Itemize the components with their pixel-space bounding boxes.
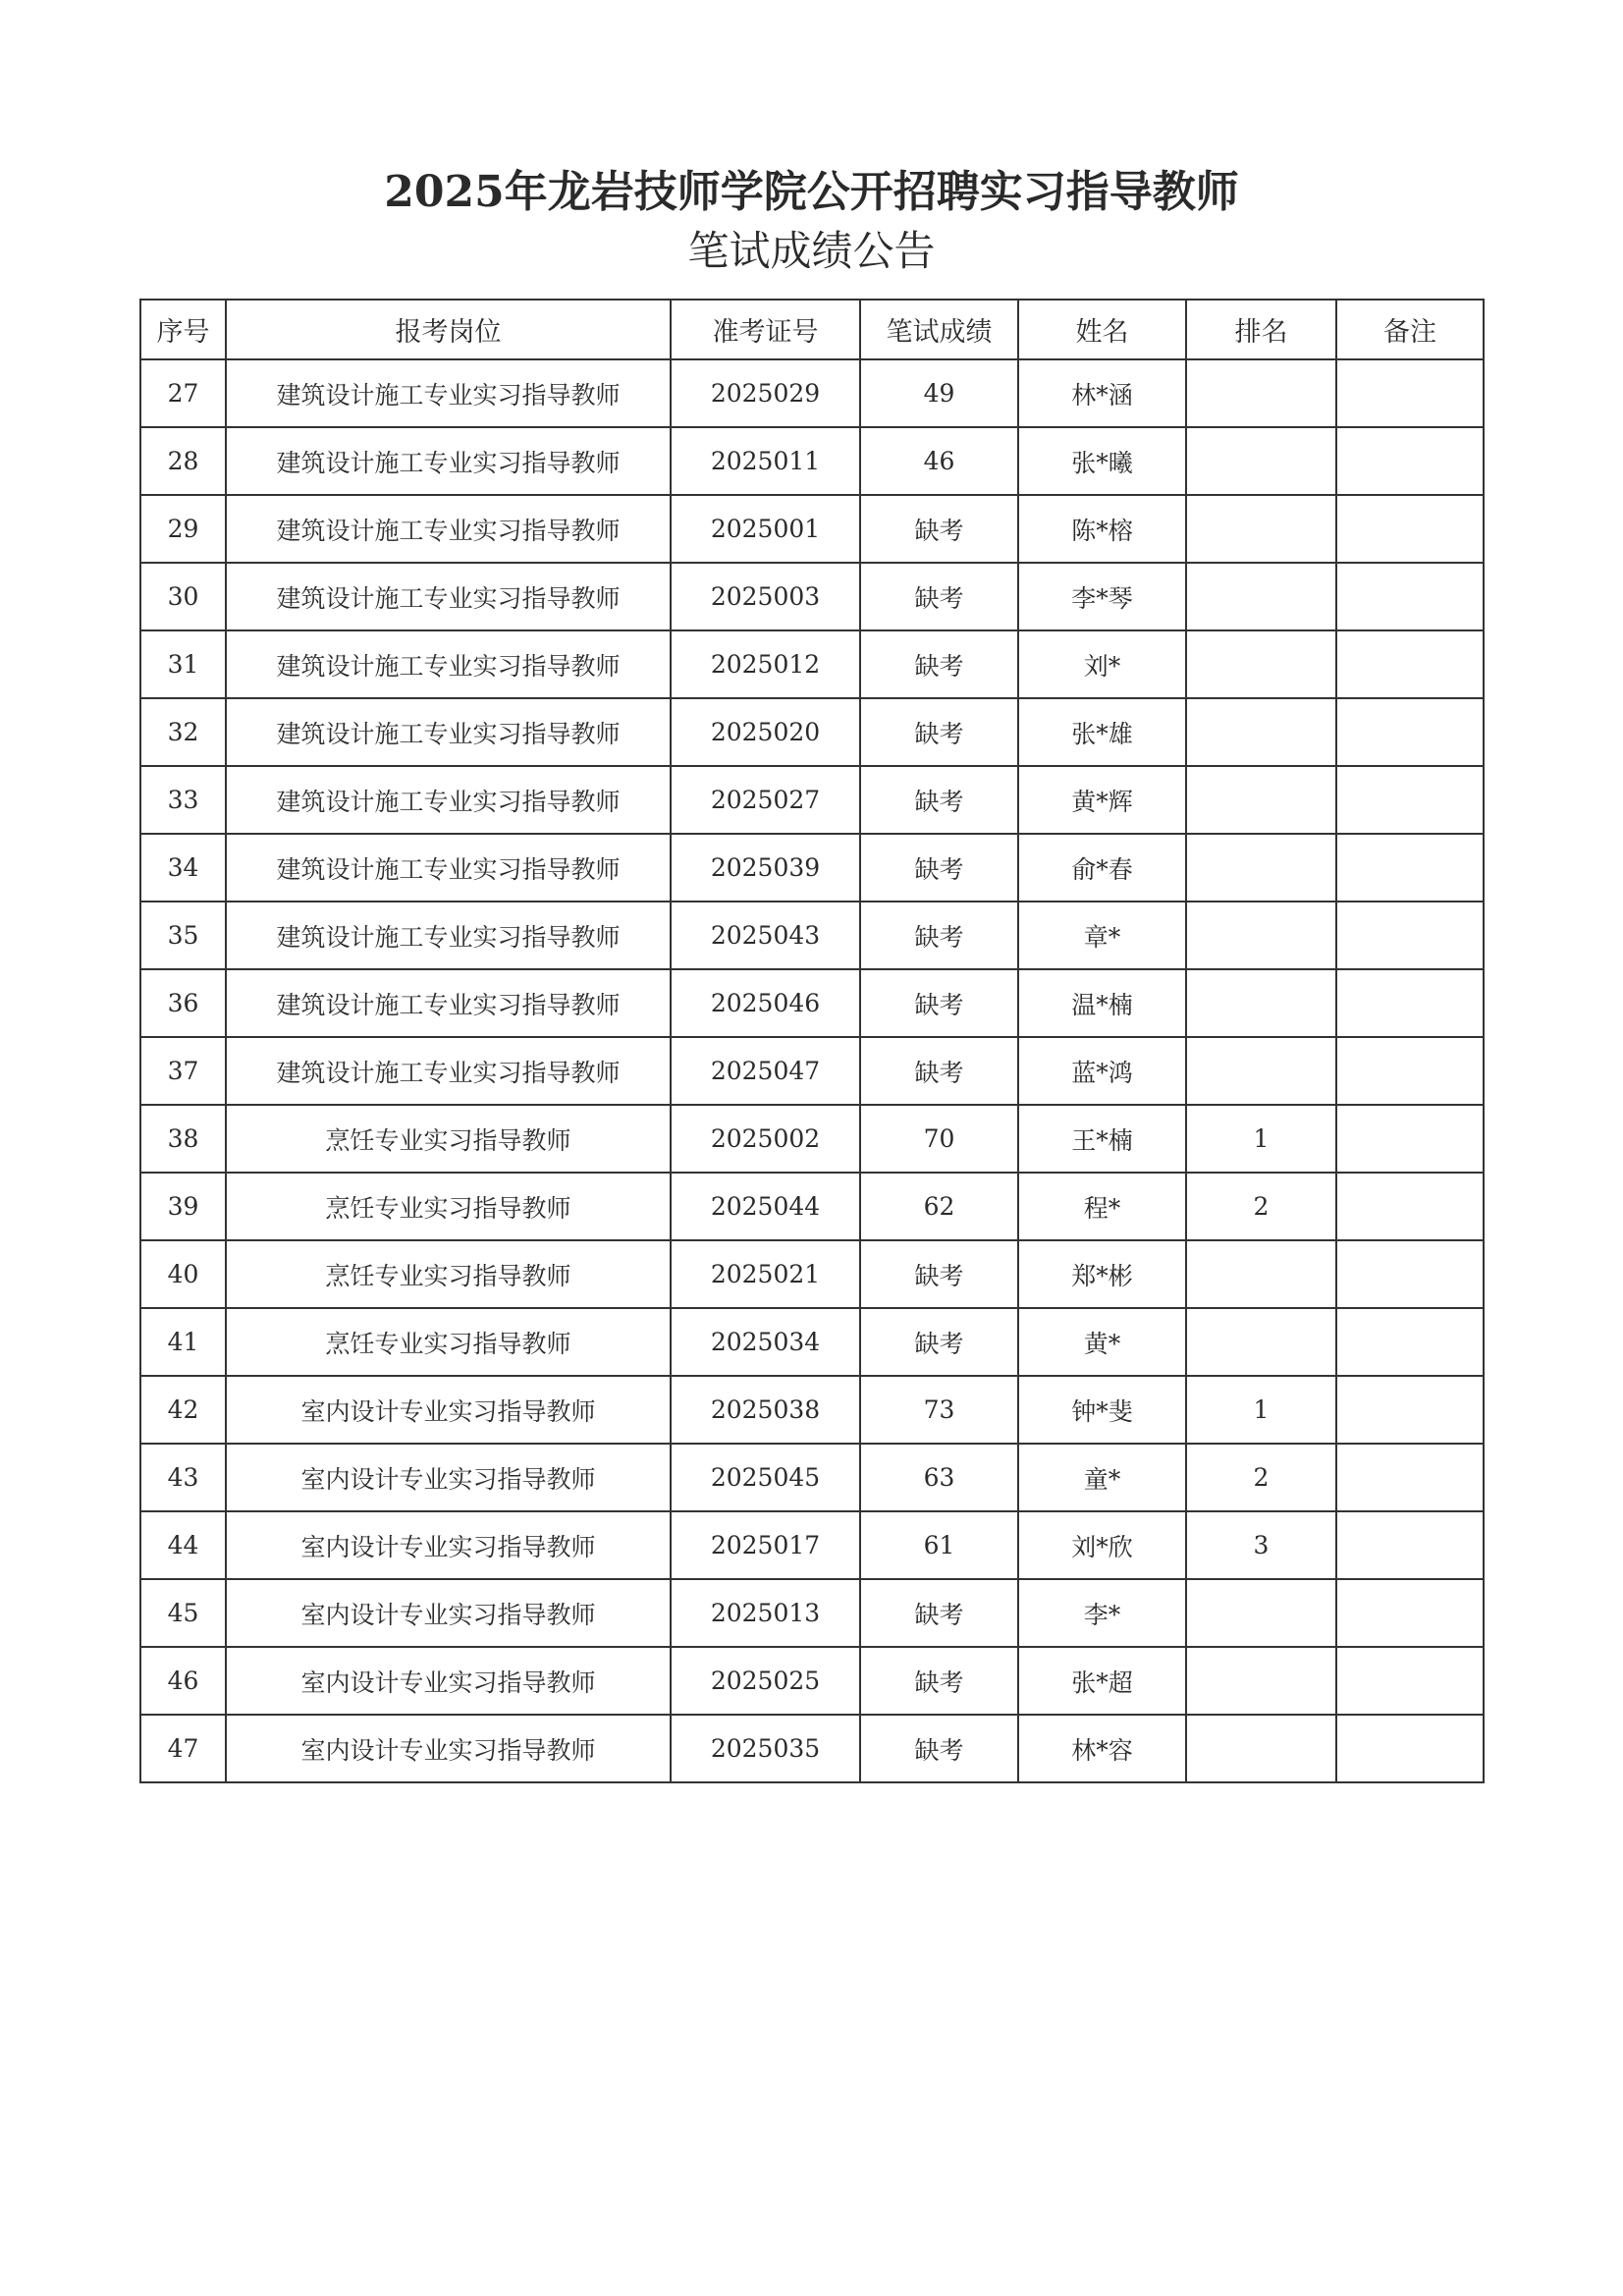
- table-row: [140, 1444, 1484, 1511]
- cell-seq: 38: [140, 1105, 226, 1173]
- cell-ticket: 2025045: [671, 1444, 860, 1511]
- cell-ticket: 2025027: [671, 766, 860, 834]
- cell-position: 室内设计专业实习指导教师: [226, 1715, 671, 1782]
- cell-rank: 2: [1186, 1444, 1336, 1511]
- cell-score: 缺考: [860, 834, 1018, 902]
- cell-seq: 31: [140, 630, 226, 698]
- cell-ticket: 2025029: [671, 359, 860, 427]
- cell-score: 61: [860, 1511, 1018, 1579]
- cell-rank: [1186, 834, 1336, 902]
- cell-rank: [1186, 1308, 1336, 1376]
- cell-ticket: 2025002: [671, 1105, 860, 1173]
- cell-seq: 27: [140, 359, 226, 427]
- table-row: [140, 902, 1484, 969]
- cell-rank: [1186, 1240, 1336, 1308]
- cell-ticket: 2025043: [671, 902, 860, 969]
- cell-seq: 42: [140, 1376, 226, 1444]
- cell-seq: 37: [140, 1037, 226, 1105]
- table-header-row: [140, 300, 1484, 359]
- cell-seq: 28: [140, 427, 226, 495]
- cell-rank: [1186, 698, 1336, 766]
- cell-score: 63: [860, 1444, 1018, 1511]
- cell-rank: [1186, 359, 1336, 427]
- cell-name: 陈*榕: [1018, 495, 1186, 563]
- cell-score: 49: [860, 359, 1018, 427]
- cell-score: 46: [860, 427, 1018, 495]
- table-row: [140, 427, 1484, 495]
- cell-position: 建筑设计施工专业实习指导教师: [226, 563, 671, 630]
- cell-ticket: 2025038: [671, 1376, 860, 1444]
- cell-position: 室内设计专业实习指导教师: [226, 1444, 671, 1511]
- cell-position: 建筑设计施工专业实习指导教师: [226, 427, 671, 495]
- cell-rank: [1186, 563, 1336, 630]
- cell-note: [1336, 427, 1484, 495]
- cell-rank: [1186, 969, 1336, 1037]
- cell-name: 李*琴: [1018, 563, 1186, 630]
- cell-rank: [1186, 1715, 1336, 1782]
- cell-position: 建筑设计施工专业实习指导教师: [226, 495, 671, 563]
- cell-name: 俞*春: [1018, 834, 1186, 902]
- cell-note: [1336, 969, 1484, 1037]
- cell-ticket: 2025003: [671, 563, 860, 630]
- cell-ticket: 2025013: [671, 1579, 860, 1647]
- cell-note: [1336, 1444, 1484, 1511]
- cell-position: 建筑设计施工专业实习指导教师: [226, 630, 671, 698]
- cell-name: 钟*斐: [1018, 1376, 1186, 1444]
- cell-score: 缺考: [860, 969, 1018, 1037]
- cell-note: [1336, 698, 1484, 766]
- table-row: [140, 1579, 1484, 1647]
- cell-position: 建筑设计施工专业实习指导教师: [226, 766, 671, 834]
- cell-score: 缺考: [860, 495, 1018, 563]
- table-row: [140, 969, 1484, 1037]
- cell-note: [1336, 1579, 1484, 1647]
- table-row: [140, 563, 1484, 630]
- table-row: [140, 766, 1484, 834]
- cell-name: 童*: [1018, 1444, 1186, 1511]
- header-position: 报考岗位: [226, 300, 671, 359]
- header-seq: 序号: [140, 300, 226, 359]
- cell-position: 烹饪专业实习指导教师: [226, 1308, 671, 1376]
- cell-name: 黄*辉: [1018, 766, 1186, 834]
- table-row: [140, 1715, 1484, 1782]
- cell-rank: [1186, 630, 1336, 698]
- cell-rank: [1186, 1037, 1336, 1105]
- cell-score: 73: [860, 1376, 1018, 1444]
- cell-ticket: 2025020: [671, 698, 860, 766]
- cell-position: 建筑设计施工专业实习指导教师: [226, 698, 671, 766]
- cell-ticket: 2025021: [671, 1240, 860, 1308]
- table-row: [140, 1308, 1484, 1376]
- header-note: 备注: [1336, 300, 1484, 359]
- cell-note: [1336, 1105, 1484, 1173]
- cell-score: 缺考: [860, 1579, 1018, 1647]
- cell-ticket: 2025044: [671, 1173, 860, 1240]
- cell-rank: 1: [1186, 1105, 1336, 1173]
- cell-ticket: 2025012: [671, 630, 860, 698]
- cell-seq: 45: [140, 1579, 226, 1647]
- cell-name: 刘*: [1018, 630, 1186, 698]
- cell-score: 缺考: [860, 698, 1018, 766]
- cell-name: 黄*: [1018, 1308, 1186, 1376]
- cell-rank: 2: [1186, 1173, 1336, 1240]
- cell-note: [1336, 834, 1484, 902]
- cell-ticket: 2025034: [671, 1308, 860, 1376]
- cell-name: 张*曦: [1018, 427, 1186, 495]
- cell-score: 缺考: [860, 902, 1018, 969]
- cell-position: 室内设计专业实习指导教师: [226, 1647, 671, 1715]
- table-row: [140, 1647, 1484, 1715]
- table-row: [140, 1511, 1484, 1579]
- cell-seq: 30: [140, 563, 226, 630]
- page-subtitle: 笔试成绩公告: [687, 227, 936, 275]
- cell-score: 缺考: [860, 766, 1018, 834]
- cell-score: 缺考: [860, 1240, 1018, 1308]
- cell-seq: 44: [140, 1511, 226, 1579]
- cell-seq: 39: [140, 1173, 226, 1240]
- cell-note: [1336, 563, 1484, 630]
- cell-note: [1336, 1511, 1484, 1579]
- header-name: 姓名: [1018, 300, 1186, 359]
- cell-note: [1336, 1376, 1484, 1444]
- cell-name: 张*雄: [1018, 698, 1186, 766]
- cell-position: 建筑设计施工专业实习指导教师: [226, 1037, 671, 1105]
- cell-position: 建筑设计施工专业实习指导教师: [226, 359, 671, 427]
- cell-seq: 41: [140, 1308, 226, 1376]
- cell-name: 章*: [1018, 902, 1186, 969]
- cell-seq: 35: [140, 902, 226, 969]
- cell-note: [1336, 1308, 1484, 1376]
- cell-note: [1336, 902, 1484, 969]
- cell-position: 建筑设计施工专业实习指导教师: [226, 969, 671, 1037]
- cell-seq: 47: [140, 1715, 226, 1782]
- cell-rank: [1186, 766, 1336, 834]
- cell-seq: 32: [140, 698, 226, 766]
- cell-position: 建筑设计施工专业实习指导教师: [226, 902, 671, 969]
- cell-ticket: 2025039: [671, 834, 860, 902]
- header-ticket: 准考证号: [671, 300, 860, 359]
- cell-note: [1336, 1240, 1484, 1308]
- cell-note: [1336, 766, 1484, 834]
- cell-seq: 29: [140, 495, 226, 563]
- cell-score: 缺考: [860, 1647, 1018, 1715]
- table-row: [140, 834, 1484, 902]
- cell-score: 62: [860, 1173, 1018, 1240]
- cell-score: 70: [860, 1105, 1018, 1173]
- table-row: [140, 1105, 1484, 1173]
- cell-name: 李*: [1018, 1579, 1186, 1647]
- cell-note: [1336, 495, 1484, 563]
- cell-position: 烹饪专业实习指导教师: [226, 1173, 671, 1240]
- table-row: [140, 495, 1484, 563]
- cell-name: 张*超: [1018, 1647, 1186, 1715]
- page-title: 2025年龙岩技师学院公开招聘实习指导教师: [384, 167, 1239, 217]
- cell-ticket: 2025047: [671, 1037, 860, 1105]
- cell-name: 刘*欣: [1018, 1511, 1186, 1579]
- cell-seq: 34: [140, 834, 226, 902]
- table-body: [140, 359, 1484, 1782]
- cell-rank: 1: [1186, 1376, 1336, 1444]
- cell-seq: 33: [140, 766, 226, 834]
- header-rank: 排名: [1186, 300, 1336, 359]
- cell-score: 缺考: [860, 1308, 1018, 1376]
- table-row: [140, 630, 1484, 698]
- table-row: [140, 1173, 1484, 1240]
- cell-ticket: 2025001: [671, 495, 860, 563]
- table-row: [140, 1037, 1484, 1105]
- cell-name: 王*楠: [1018, 1105, 1186, 1173]
- cell-ticket: 2025011: [671, 427, 860, 495]
- cell-rank: [1186, 902, 1336, 969]
- cell-position: 室内设计专业实习指导教师: [226, 1579, 671, 1647]
- cell-name: 温*楠: [1018, 969, 1186, 1037]
- cell-name: 林*涵: [1018, 359, 1186, 427]
- cell-note: [1336, 359, 1484, 427]
- header-score: 笔试成绩: [860, 300, 1018, 359]
- cell-position: 建筑设计施工专业实习指导教师: [226, 834, 671, 902]
- cell-name: 程*: [1018, 1173, 1186, 1240]
- cell-ticket: 2025035: [671, 1715, 860, 1782]
- cell-score: 缺考: [860, 563, 1018, 630]
- cell-ticket: 2025017: [671, 1511, 860, 1579]
- cell-name: 郑*彬: [1018, 1240, 1186, 1308]
- cell-note: [1336, 1173, 1484, 1240]
- cell-rank: [1186, 1647, 1336, 1715]
- cell-position: 室内设计专业实习指导教师: [226, 1376, 671, 1444]
- cell-rank: [1186, 1579, 1336, 1647]
- table-row: [140, 1240, 1484, 1308]
- cell-name: 林*容: [1018, 1715, 1186, 1782]
- cell-rank: [1186, 495, 1336, 563]
- cell-seq: 40: [140, 1240, 226, 1308]
- cell-name: 蓝*鸿: [1018, 1037, 1186, 1105]
- cell-position: 烹饪专业实习指导教师: [226, 1240, 671, 1308]
- cell-score: 缺考: [860, 630, 1018, 698]
- table-row: [140, 698, 1484, 766]
- cell-seq: 46: [140, 1647, 226, 1715]
- cell-ticket: 2025025: [671, 1647, 860, 1715]
- table-row: [140, 1376, 1484, 1444]
- cell-ticket: 2025046: [671, 969, 860, 1037]
- cell-rank: 3: [1186, 1511, 1336, 1579]
- cell-position: 烹饪专业实习指导教师: [226, 1105, 671, 1173]
- cell-note: [1336, 1037, 1484, 1105]
- cell-rank: [1186, 427, 1336, 495]
- cell-seq: 36: [140, 969, 226, 1037]
- score-table: [139, 299, 1485, 1783]
- cell-score: 缺考: [860, 1037, 1018, 1105]
- cell-note: [1336, 1647, 1484, 1715]
- cell-note: [1336, 1715, 1484, 1782]
- table-row: [140, 359, 1484, 427]
- cell-score: 缺考: [860, 1715, 1018, 1782]
- cell-note: [1336, 630, 1484, 698]
- cell-seq: 43: [140, 1444, 226, 1511]
- cell-position: 室内设计专业实习指导教师: [226, 1511, 671, 1579]
